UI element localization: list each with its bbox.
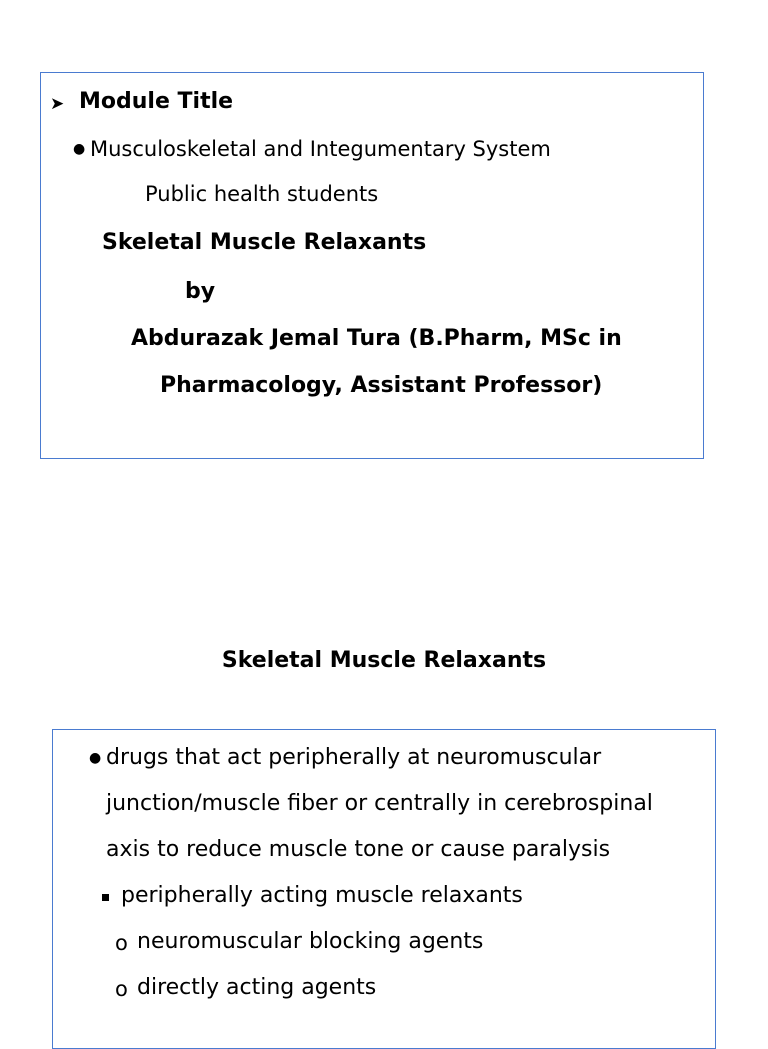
- by-text: by: [185, 279, 216, 304]
- right-arrowhead-icon: ➤: [50, 94, 65, 114]
- definition-line-1: drugs that act peripherally at neuromuscular: [106, 745, 602, 770]
- slide-2-title: Skeletal Muscle Relaxants: [221, 648, 547, 673]
- author-line-1: Abdurazak Jemal Tura (B.Pharm, MSc in: [131, 326, 622, 351]
- bullet-dot-icon: ●: [73, 141, 86, 157]
- module-name: Musculoskeletal and Integumentary System: [90, 137, 551, 161]
- circle-bullet-icon: o: [115, 931, 128, 955]
- definition-line-3: axis to reduce muscle tone or cause paralysis: [106, 837, 611, 862]
- bullet-dot-icon: ●: [89, 750, 102, 766]
- definition-line-2: junction/muscle fiber or centrally in cerebrospinal: [106, 791, 653, 816]
- author-line-2: Pharmacology, Assistant Professor): [160, 373, 603, 398]
- module-title-heading: Module Title: [79, 89, 234, 114]
- topic-title: Skeletal Muscle Relaxants: [102, 230, 427, 255]
- subitem-1: neuromuscular blocking agents: [137, 929, 484, 954]
- audience-text: Public health students: [145, 182, 379, 206]
- title-slide-frame: [40, 72, 704, 459]
- category-item: peripherally acting muscle relaxants: [121, 883, 523, 908]
- subitem-2: directly acting agents: [137, 975, 377, 1000]
- circle-bullet-icon: o: [115, 977, 128, 1001]
- square-bullet-icon: [102, 894, 109, 901]
